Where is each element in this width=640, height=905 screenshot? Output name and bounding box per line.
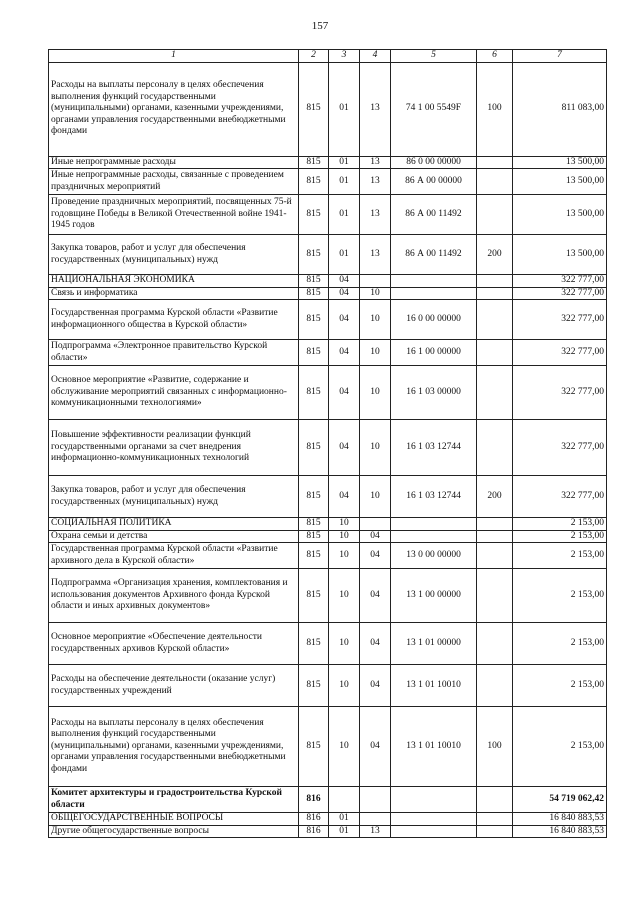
table-row	[49, 623, 607, 665]
cell-ministry-code: 815	[299, 707, 329, 787]
cell-subsection: 04	[360, 623, 391, 665]
table-row	[49, 825, 607, 838]
cell-amount: 2 153,00	[513, 569, 607, 623]
cell-name: Расходы на выплаты персоналу в целях обеспечения выполнения функций государственными (муниципальными) органами, казенными учреждениями, органами управления государственными внебюджетными фондами	[49, 707, 299, 787]
cell-subsection: 10	[360, 300, 391, 340]
header-col-5: 5	[391, 50, 477, 63]
cell-name: Повышение эффективности реализации функций государственными органами за счет внедрения информационно-коммуникационных технологий	[49, 420, 299, 476]
cell-target-article: 74 1 00 5549F	[391, 62, 477, 156]
cell-target-article: 16 1 03 12744	[391, 420, 477, 476]
cell-section: 04	[329, 476, 360, 518]
cell-ministry-code: 815	[299, 169, 329, 195]
cell-section: 10	[329, 543, 360, 569]
cell-subsection: 13	[360, 62, 391, 156]
cell-amount: 2 153,00	[513, 518, 607, 531]
cell-expense-type	[477, 366, 513, 420]
cell-ministry-code: 815	[299, 366, 329, 420]
cell-target-article: 86 0 00 00000	[391, 156, 477, 169]
cell-section: 10	[329, 530, 360, 543]
cell-ministry-code: 815	[299, 623, 329, 665]
cell-ministry-code: 815	[299, 235, 329, 275]
cell-amount: 322 777,00	[513, 300, 607, 340]
cell-amount: 13 500,00	[513, 156, 607, 169]
cell-ministry-code: 815	[299, 420, 329, 476]
header-col-4: 4	[360, 50, 391, 63]
cell-ministry-code: 815	[299, 569, 329, 623]
cell-target-article	[391, 530, 477, 543]
cell-section: 10	[329, 707, 360, 787]
cell-name: Связь и информатика	[49, 287, 299, 300]
table-row	[49, 813, 607, 826]
cell-target-article: 13 1 01 10010	[391, 707, 477, 787]
cell-name: Проведение праздничных мероприятий, посвященных 75-й годовщине Победы в Великой Отечественной войне 1941-1945 годов	[49, 195, 299, 235]
cell-ministry-code: 815	[299, 665, 329, 707]
cell-expense-type	[477, 195, 513, 235]
cell-section: 10	[329, 518, 360, 531]
cell-target-article: 13 1 00 00000	[391, 569, 477, 623]
cell-name: СОЦИАЛЬНАЯ ПОЛИТИКА	[49, 518, 299, 531]
cell-amount: 322 777,00	[513, 366, 607, 420]
cell-section: 10	[329, 665, 360, 707]
table-row	[49, 169, 607, 195]
cell-expense-type	[477, 287, 513, 300]
cell-name: Подпрограмма «Организация хранения, комплектования и использования документов Архивного фонда Курской области и иных архивных документов»	[49, 569, 299, 623]
cell-amount: 811 083,00	[513, 62, 607, 156]
cell-name: Другие общегосударственные вопросы	[49, 825, 299, 838]
table-row	[49, 300, 607, 340]
cell-subsection: 13	[360, 156, 391, 169]
table-row	[49, 787, 607, 813]
cell-subsection	[360, 787, 391, 813]
cell-name: ОБЩЕГОСУДАРСТВЕННЫЕ ВОПРОСЫ	[49, 813, 299, 826]
cell-name: Основное мероприятие «Развитие, содержание и обслуживание мероприятий связанных с информационно-коммуникационными технологиями»	[49, 366, 299, 420]
cell-section: 04	[329, 287, 360, 300]
cell-target-article: 13 1 01 00000	[391, 623, 477, 665]
cell-ministry-code: 815	[299, 530, 329, 543]
cell-target-article: 13 0 00 00000	[391, 543, 477, 569]
cell-target-article: 16 1 00 00000	[391, 340, 477, 366]
cell-name: Основное мероприятие «Обеспечение деятельности государственных архивов Курской области»	[49, 623, 299, 665]
cell-subsection	[360, 813, 391, 826]
cell-section: 01	[329, 195, 360, 235]
table-row	[49, 420, 607, 476]
cell-section	[329, 787, 360, 813]
table-body	[49, 62, 607, 838]
cell-subsection: 13	[360, 169, 391, 195]
cell-amount: 2 153,00	[513, 707, 607, 787]
cell-section: 04	[329, 366, 360, 420]
cell-amount: 2 153,00	[513, 623, 607, 665]
cell-name: Иные непрограммные расходы	[49, 156, 299, 169]
cell-amount: 322 777,00	[513, 287, 607, 300]
cell-name: Закупка товаров, работ и услуг для обеспечения государственных (муниципальных) нужд	[49, 476, 299, 518]
cell-expense-type	[477, 300, 513, 340]
cell-section: 04	[329, 420, 360, 476]
cell-section: 10	[329, 569, 360, 623]
cell-subsection: 13	[360, 195, 391, 235]
cell-section: 01	[329, 169, 360, 195]
cell-name: Подпрограмма «Электронное правительство Курской области»	[49, 340, 299, 366]
cell-section: 10	[329, 623, 360, 665]
cell-ministry-code: 815	[299, 156, 329, 169]
header-col-3: 3	[329, 50, 360, 63]
table-row	[49, 287, 607, 300]
cell-section: 04	[329, 275, 360, 288]
cell-section: 04	[329, 340, 360, 366]
table-row	[49, 156, 607, 169]
cell-amount: 16 840 883,53	[513, 813, 607, 826]
cell-expense-type	[477, 623, 513, 665]
cell-expense-type	[477, 543, 513, 569]
cell-target-article: 86 А 00 11492	[391, 195, 477, 235]
cell-target-article	[391, 287, 477, 300]
table-row	[49, 195, 607, 235]
cell-expense-type	[477, 156, 513, 169]
cell-subsection	[360, 518, 391, 531]
cell-expense-type	[477, 813, 513, 826]
table-row	[49, 569, 607, 623]
table-row	[49, 235, 607, 275]
cell-subsection: 04	[360, 530, 391, 543]
table-row	[49, 530, 607, 543]
cell-name: Расходы на выплаты персоналу в целях обеспечения выполнения функций государственными (муниципальными) органами, казенными учреждениями, органами управления государственными внебюджетными фондами	[49, 62, 299, 156]
cell-subsection: 10	[360, 476, 391, 518]
cell-name: Комитет архитектуры и градостроительства Курской области	[49, 787, 299, 813]
cell-expense-type: 200	[477, 235, 513, 275]
cell-subsection: 10	[360, 340, 391, 366]
cell-name: Охрана семьи и детства	[49, 530, 299, 543]
cell-amount: 322 777,00	[513, 340, 607, 366]
cell-amount: 13 500,00	[513, 195, 607, 235]
page-number: 157	[311, 20, 329, 32]
cell-amount: 2 153,00	[513, 530, 607, 543]
cell-name: Государственная программа Курской области «Развитие информационного общества в Курской области»	[49, 300, 299, 340]
cell-expense-type	[477, 569, 513, 623]
cell-expense-type	[477, 530, 513, 543]
cell-section: 01	[329, 156, 360, 169]
budget-table	[48, 49, 607, 838]
cell-expense-type	[477, 275, 513, 288]
cell-ministry-code: 815	[299, 518, 329, 531]
cell-subsection: 13	[360, 235, 391, 275]
cell-name: Государственная программа Курской области «Развитие архивного дела в Курской области»	[49, 543, 299, 569]
cell-section: 01	[329, 62, 360, 156]
cell-subsection: 04	[360, 707, 391, 787]
cell-target-article: 13 1 01 10010	[391, 665, 477, 707]
cell-ministry-code: 815	[299, 195, 329, 235]
header-col-7: 7	[513, 50, 607, 63]
cell-subsection	[360, 275, 391, 288]
table-row	[49, 366, 607, 420]
cell-amount: 322 777,00	[513, 275, 607, 288]
cell-ministry-code: 815	[299, 476, 329, 518]
cell-ministry-code: 815	[299, 62, 329, 156]
cell-target-article: 86 А 00 00000	[391, 169, 477, 195]
cell-subsection: 04	[360, 665, 391, 707]
cell-expense-type	[477, 340, 513, 366]
cell-name: Закупка товаров, работ и услуг для обеспечения государственных (муниципальных) нужд	[49, 235, 299, 275]
cell-amount: 322 777,00	[513, 420, 607, 476]
cell-target-article	[391, 825, 477, 838]
cell-section: 01	[329, 235, 360, 275]
cell-section: 04	[329, 300, 360, 340]
cell-ministry-code: 816	[299, 813, 329, 826]
table-row	[49, 340, 607, 366]
cell-ministry-code: 815	[299, 275, 329, 288]
cell-ministry-code: 816	[299, 787, 329, 813]
cell-subsection: 10	[360, 287, 391, 300]
cell-amount: 16 840 883,53	[513, 825, 607, 838]
cell-target-article	[391, 813, 477, 826]
cell-target-article: 86 А 00 11492	[391, 235, 477, 275]
cell-name: Расходы на обеспечение деятельности (оказание услуг) государственных учреждений	[49, 665, 299, 707]
table-row	[49, 275, 607, 288]
cell-amount: 13 500,00	[513, 235, 607, 275]
cell-amount: 322 777,00	[513, 476, 607, 518]
cell-ministry-code: 815	[299, 543, 329, 569]
table-header-row	[49, 50, 607, 63]
cell-section: 01	[329, 813, 360, 826]
cell-subsection: 10	[360, 366, 391, 420]
cell-expense-type	[477, 825, 513, 838]
cell-subsection: 04	[360, 569, 391, 623]
cell-amount: 2 153,00	[513, 543, 607, 569]
cell-ministry-code: 815	[299, 287, 329, 300]
table-row	[49, 543, 607, 569]
cell-target-article: 16 1 03 12744	[391, 476, 477, 518]
cell-target-article	[391, 787, 477, 813]
cell-amount: 13 500,00	[513, 169, 607, 195]
header-col-6: 6	[477, 50, 513, 63]
cell-expense-type	[477, 665, 513, 707]
table-row	[49, 707, 607, 787]
cell-amount: 2 153,00	[513, 665, 607, 707]
cell-target-article	[391, 518, 477, 531]
table-row	[49, 665, 607, 707]
cell-expense-type	[477, 518, 513, 531]
cell-name: Иные непрограммные расходы, связанные с проведением праздничных мероприятий	[49, 169, 299, 195]
cell-subsection: 13	[360, 825, 391, 838]
cell-expense-type	[477, 169, 513, 195]
cell-subsection: 10	[360, 420, 391, 476]
cell-ministry-code: 815	[299, 340, 329, 366]
table-row	[49, 476, 607, 518]
cell-amount: 54 719 062,42	[513, 787, 607, 813]
cell-expense-type	[477, 420, 513, 476]
cell-ministry-code: 815	[299, 300, 329, 340]
cell-ministry-code: 816	[299, 825, 329, 838]
cell-target-article	[391, 275, 477, 288]
header-col-2: 2	[299, 50, 329, 63]
cell-expense-type: 200	[477, 476, 513, 518]
table-row	[49, 518, 607, 531]
table-row	[49, 62, 607, 156]
cell-name: НАЦИОНАЛЬНАЯ ЭКОНОМИКА	[49, 275, 299, 288]
cell-section: 01	[329, 825, 360, 838]
cell-target-article: 16 1 03 00000	[391, 366, 477, 420]
cell-expense-type: 100	[477, 62, 513, 156]
cell-expense-type: 100	[477, 707, 513, 787]
cell-subsection: 04	[360, 543, 391, 569]
cell-expense-type	[477, 787, 513, 813]
header-col-1: 1	[49, 50, 299, 63]
cell-target-article: 16 0 00 00000	[391, 300, 477, 340]
